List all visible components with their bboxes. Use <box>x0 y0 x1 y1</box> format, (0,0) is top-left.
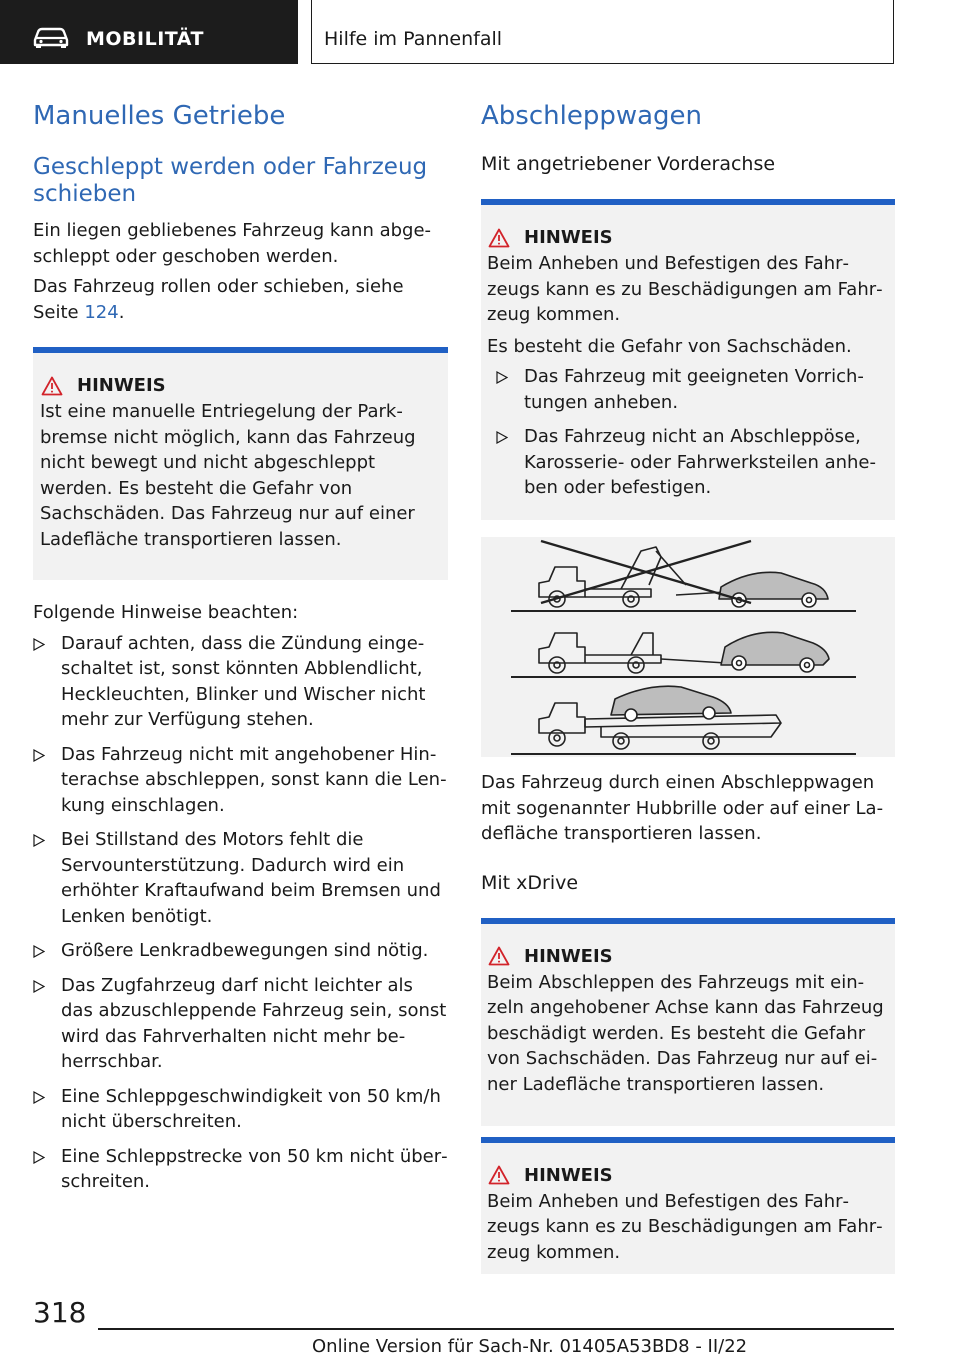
bullet-triangle-icon <box>33 749 45 762</box>
note-text: Beim Anheben und Befestigen des Fahrzeugs kann es zu Beschädigungen am Fahrzeug kommen. <box>487 1190 883 1263</box>
warning-note <box>33 347 448 580</box>
warning-triangle-icon <box>488 1165 510 1185</box>
warning-triangle-icon <box>488 228 510 248</box>
list-item <box>33 1144 448 1195</box>
header-section-tab <box>0 0 298 64</box>
bullet-triangle-icon <box>33 834 45 847</box>
section-heading: Geschleppt werden oder Fahrzeug schieben <box>33 154 428 207</box>
left-column <box>33 100 448 1195</box>
footer-online-version: Online Version für Sach-Nr. 01405A53BD8 - II/22 <box>312 1336 748 1357</box>
note-label: HINWEIS <box>524 945 613 967</box>
list-item-text: Eine Schleppgeschwindigkeit von 50 km/h nicht überschreiten. <box>61 1085 441 1132</box>
subsection-heading: Mit xDrive <box>481 871 579 894</box>
header-chapter-tab <box>311 0 894 64</box>
note-header <box>488 946 886 967</box>
list-intro: Folgende Hinweise beachten: <box>33 602 299 623</box>
chapter-title: Hilfe im Pannenfall <box>324 28 503 50</box>
bullet-triangle-icon <box>33 1091 45 1104</box>
note-text: Ist eine manuelle Entriegelung der Parkbremse nicht möglich, kann das Fahrzeug nicht bewegt und nicht abgeschleppt werden. Es besteht die Gefahr von Sachschäden. Das Fahrzeug nur auf einer Ladefläche transportieren lassen. <box>40 401 416 550</box>
warning-triangle-icon <box>488 946 510 966</box>
list-item <box>33 631 448 733</box>
warning-triangle-icon <box>41 376 63 396</box>
paragraph-with-reference <box>33 274 448 325</box>
right-column <box>481 100 895 1274</box>
list-item <box>33 1084 448 1135</box>
list-item-text: Das Zugfahrzeug darf nicht leichter als das abzuschleppende Fahrzeug sein, sonst wird das Fahrverhalten nicht mehr beherrschbar. <box>61 974 447 1072</box>
note-header <box>488 1165 886 1186</box>
list-item <box>496 424 886 501</box>
bullet-triangle-icon <box>33 945 45 958</box>
note-header <box>488 227 886 248</box>
warning-note <box>481 199 895 520</box>
subsection-heading: Mit angetriebener Vorderachse <box>481 153 776 175</box>
list-item-text: Darauf achten, dass die Zündung eingeschaltet ist, sonst könnten Abblendlicht, Heckleuchten, Blinker und Wischer nicht mehr zur Verfügung stehen. <box>61 632 426 730</box>
note-label: HINWEIS <box>524 227 613 248</box>
section-title: MOBILITÄT <box>86 28 204 50</box>
list-item <box>33 827 448 929</box>
bullet-triangle-icon <box>496 431 508 444</box>
reference-period: . <box>118 301 125 323</box>
bullet-triangle-icon <box>33 638 45 651</box>
footer-divider <box>98 1328 894 1330</box>
bullet-triangle-icon <box>33 1151 45 1164</box>
list-item-text: Eine Schleppstrecke von 50 km nicht überschreiten. <box>61 1145 448 1192</box>
page-heading: Abschleppwagen <box>481 101 703 131</box>
page-reference-link[interactable]: 124 <box>84 301 119 323</box>
warning-note <box>481 1137 895 1274</box>
paragraph: Ein liegen gebliebenes Fahrzeug kann abgeschleppt oder geschoben werden. <box>33 220 432 267</box>
list-item <box>33 742 448 819</box>
page-heading: Manuelles Getriebe <box>33 101 286 131</box>
list-item-text: Das Fahrzeug nicht mit angehobener Hinterachse abschleppen, sonst kann die Lenkung einschlagen. <box>61 743 447 816</box>
figure-caption: Das Fahrzeug durch einen Abschleppwagen mit sogenannter Hubbrille oder auf einer Ladefläche transportieren lassen. <box>481 772 884 844</box>
note-text: Beim Anheben und Befestigen des Fahrzeugs kann es zu Beschädigungen am Fahrzeug kommen. <box>487 253 883 325</box>
car-icon <box>32 26 70 48</box>
tow-truck-drawing <box>481 537 895 757</box>
note-header <box>41 375 439 396</box>
page-number: 318 <box>33 1296 87 1329</box>
hint-list <box>33 631 448 1195</box>
note-text: Beim Abschleppen des Fahrzeugs mit einzeln angehobener Achse kann das Fahrzeug beschädigt werden. Es besteht die Gefahr von Sachschäden. Das Fahrzeug nur auf einer Ladefläche transportieren lassen. <box>487 971 884 1095</box>
list-item-text: Bei Stillstand des Motors fehlt die Servounterstützung. Dadurch wird ein erhöhter Kraftaufwand beim Bremsen und Lenken benötigt. <box>61 829 441 927</box>
note-text: Es besteht die Gefahr von Sachschäden. <box>487 335 852 357</box>
list-item <box>496 364 886 415</box>
note-label: HINWEIS <box>524 1164 613 1186</box>
note-list <box>487 364 886 501</box>
list-item-text: Größere Lenkradbewegungen sind nötig. <box>61 940 429 961</box>
reference-text: Das Fahrzeug rollen oder schieben, siehe Seite <box>33 276 404 323</box>
list-item-text: Das Fahrzeug nicht an Abschleppöse, Karosserie- oder Fahrwerksteilen anheben oder befestigen. <box>524 426 876 498</box>
bullet-triangle-icon <box>33 980 45 993</box>
list-item <box>33 973 448 1075</box>
list-item-text: Das Fahrzeug mit geeigneten Vorrichtungen anheben. <box>524 366 864 413</box>
list-item <box>33 938 448 964</box>
note-label: HINWEIS <box>77 375 166 396</box>
tow-truck-illustration <box>481 537 895 757</box>
warning-note <box>481 918 895 1126</box>
bullet-triangle-icon <box>496 371 508 384</box>
